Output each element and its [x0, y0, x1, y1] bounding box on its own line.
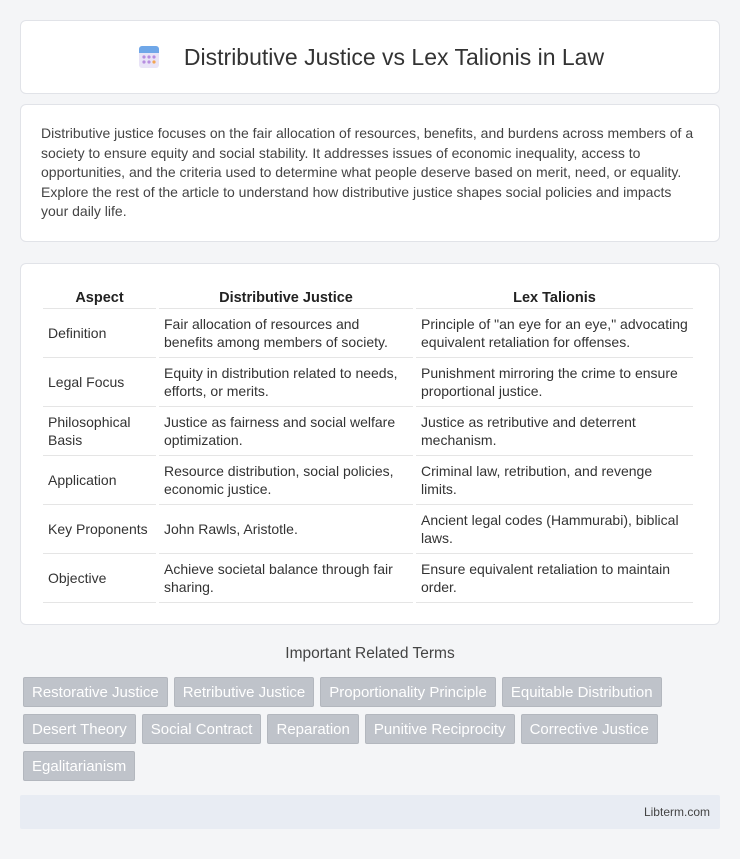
- tag-egalitarianism[interactable]: Egalitarianism: [23, 751, 135, 781]
- header-aspect: Aspect: [43, 284, 156, 309]
- intro-text: Distributive justice focuses on the fair allocation of resources, benefits, and burdens across members of a society to ensure equity and social stability. It addresses issues of economic inequality, access to opportunities, and the criteria used to determine what people deserve based on merit, need, or equality. Explore the rest of the article to understand how distributive justice shapes social policies and impacts your daily life.: [41, 125, 694, 220]
- cell-lex: Ancient legal codes (Hammurabi), biblical laws.: [416, 505, 693, 554]
- tag-retributive-justice[interactable]: Retributive Justice: [174, 677, 315, 707]
- cell-lex: Punishment mirroring the crime to ensure proportional justice.: [416, 358, 693, 407]
- footer-brand[interactable]: Libterm.com: [643, 805, 710, 819]
- cell-aspect: Objective: [43, 554, 156, 603]
- table-header-row: [43, 284, 693, 309]
- table-row: [43, 309, 693, 358]
- header-distributive-justice: Distributive Justice: [159, 284, 413, 309]
- tag-equitable-distribution[interactable]: Equitable Distribution: [502, 677, 662, 707]
- cell-distributive: Resource distribution, social policies, economic justice.: [159, 456, 413, 505]
- tag-proportionality-principle[interactable]: Proportionality Principle: [320, 677, 496, 707]
- header-card: [20, 20, 720, 94]
- cell-aspect: Key Proponents: [43, 505, 156, 554]
- cell-lex: Justice as retributive and deterrent mechanism.: [416, 407, 693, 456]
- footer: [20, 795, 720, 829]
- cell-distributive: John Rawls, Aristotle.: [159, 505, 413, 554]
- tag-reparation[interactable]: Reparation: [267, 714, 358, 744]
- page-title: Distributive Justice vs Lex Talionis in Law: [183, 43, 605, 70]
- cell-distributive: Justice as fairness and social welfare optimization.: [159, 407, 413, 456]
- cell-aspect: Application: [43, 456, 156, 505]
- header-lex-talionis: Lex Talionis: [416, 284, 693, 309]
- cell-aspect: Legal Focus: [43, 358, 156, 407]
- cell-lex: Criminal law, retribution, and revenge limits.: [416, 456, 693, 505]
- table-row: [43, 456, 693, 505]
- cell-distributive: Achieve societal balance through fair sharing.: [159, 554, 413, 603]
- table-row: [43, 554, 693, 603]
- cell-distributive: Equity in distribution related to needs, efforts, or merits.: [159, 358, 413, 407]
- table-row: [43, 505, 693, 554]
- cell-distributive: Fair allocation of resources and benefits among members of society.: [159, 309, 413, 358]
- tag-corrective-justice[interactable]: Corrective Justice: [521, 714, 658, 744]
- comparison-card: [20, 263, 720, 625]
- tag-social-contract[interactable]: Social Contract: [142, 714, 262, 744]
- tag-restorative-justice[interactable]: Restorative Justice: [23, 677, 168, 707]
- tag-punitive-reciprocity[interactable]: Punitive Reciprocity: [365, 714, 515, 744]
- intro-card: [20, 104, 720, 242]
- cell-lex: Ensure equivalent retaliation to maintain order.: [416, 554, 693, 603]
- cell-aspect: Philosophical Basis: [43, 407, 156, 456]
- cell-lex: Principle of "an eye for an eye," advocating equivalent retaliation for offenses.: [416, 309, 693, 358]
- cell-aspect: Definition: [43, 309, 156, 358]
- related-terms-title: Important Related Terms: [285, 645, 455, 662]
- tag-desert-theory[interactable]: Desert Theory: [23, 714, 136, 744]
- table-row: [43, 358, 693, 407]
- calculator-icon: [136, 44, 162, 70]
- table-row: [43, 407, 693, 456]
- comparison-table: [40, 284, 696, 603]
- related-terms-list: [23, 677, 723, 781]
